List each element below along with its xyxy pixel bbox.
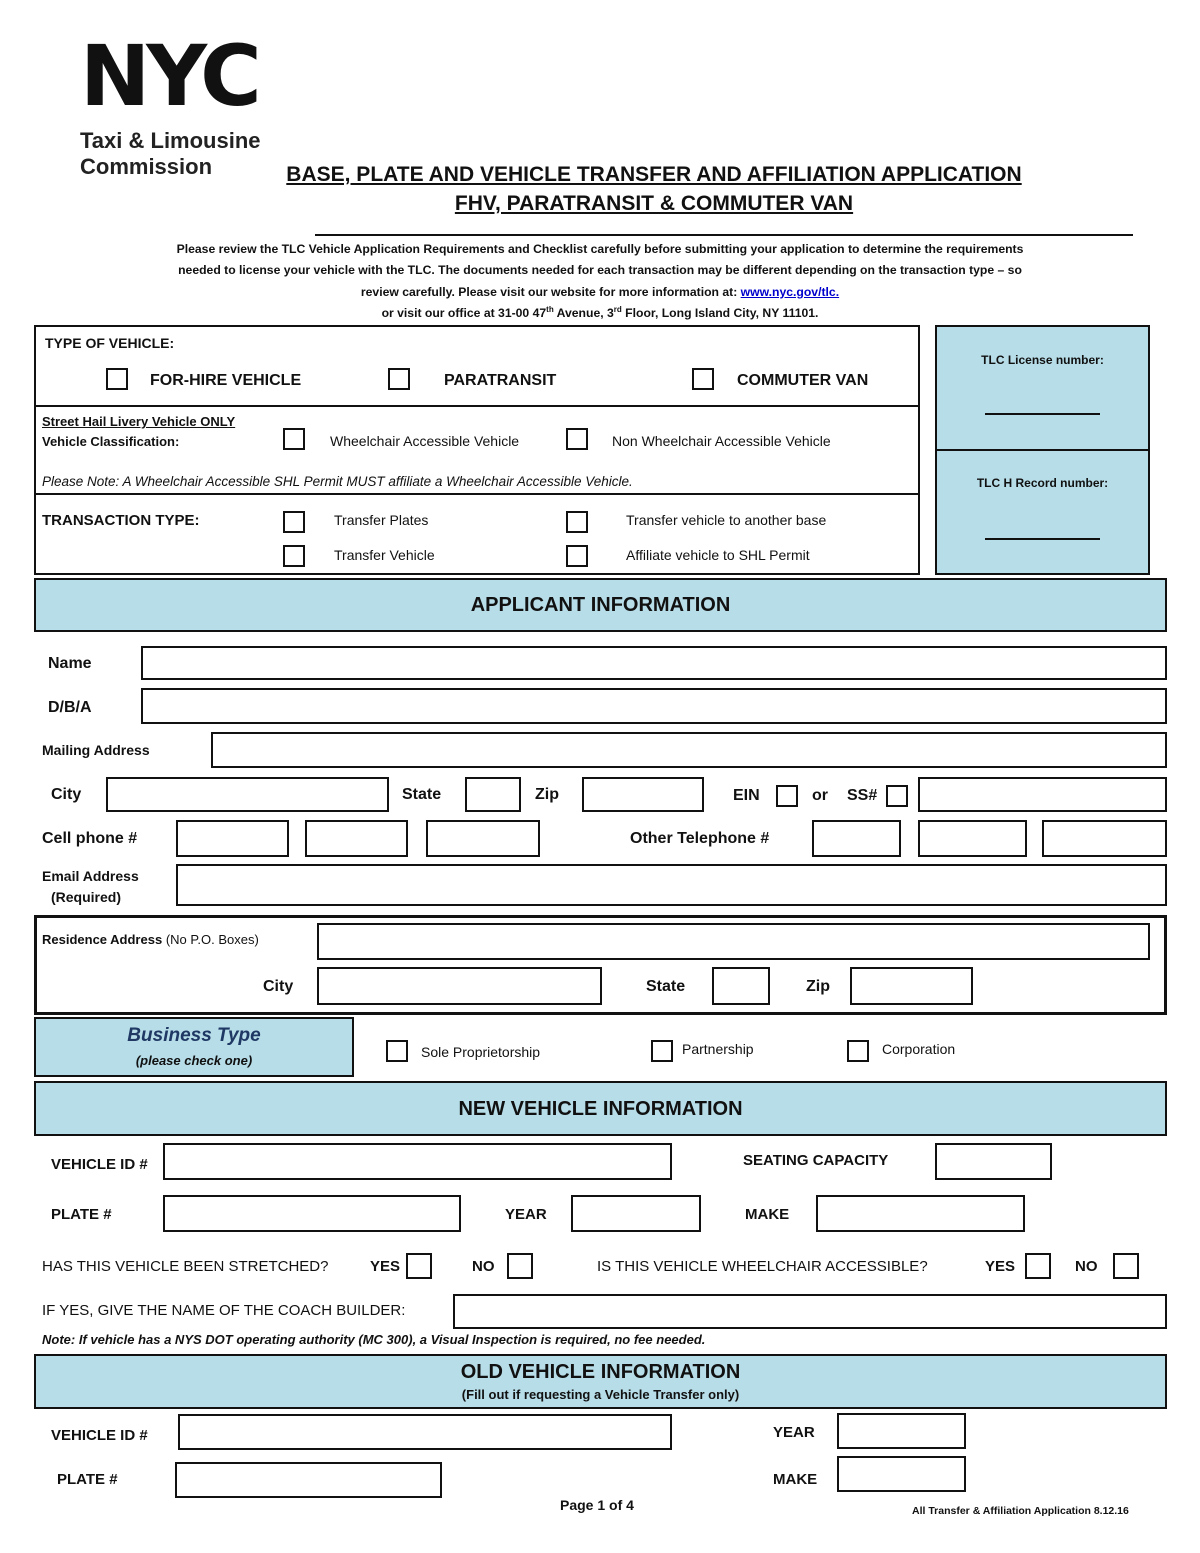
stretched-yes-label: YES xyxy=(370,1258,401,1275)
new-vehicle-info-band xyxy=(34,1081,1167,1136)
old-vehicle-id-label: VEHICLE ID # xyxy=(51,1427,148,1444)
other-phone-line-input[interactable] xyxy=(1042,820,1167,857)
transfer-vehicle-label: Transfer Vehicle xyxy=(334,547,435,563)
residence-address-input[interactable] xyxy=(317,923,1150,960)
intro-line-4-b: Avenue, 3 xyxy=(553,306,614,321)
ein-label: EIN xyxy=(733,787,760,804)
old-make-input[interactable] xyxy=(837,1456,966,1492)
email-required-label: (Required) xyxy=(51,889,121,905)
corporation-label: Corporation xyxy=(882,1041,956,1057)
tlc-hrecord-entry-line[interactable] xyxy=(985,538,1100,540)
commuter-van-checkbox[interactable] xyxy=(692,368,714,390)
document-version: All Transfer & Affiliation Application 8.12.16 xyxy=(912,1505,1129,1517)
seating-capacity-label: SEATING CAPACITY xyxy=(743,1152,889,1169)
shl-classification-label: Vehicle Classification: xyxy=(42,434,180,449)
new-vehicle-id-label: VEHICLE ID # xyxy=(51,1156,148,1173)
business-type-title: Business Type xyxy=(127,1025,261,1046)
name-input[interactable] xyxy=(141,646,1167,680)
zip-input[interactable] xyxy=(582,777,704,812)
other-telephone-label: Other Telephone # xyxy=(630,830,770,847)
wheelchair-no-checkbox[interactable] xyxy=(1113,1253,1139,1279)
residence-state-input[interactable] xyxy=(712,967,770,1005)
new-make-label: MAKE xyxy=(745,1206,790,1223)
tlc-hrecord-label: TLC H Record number: xyxy=(976,476,1109,490)
ss-checkbox[interactable] xyxy=(886,785,908,807)
form-title-line-1: BASE, PLATE AND VEHICLE TRANSFER AND AFFILIATION APPLICATION xyxy=(286,163,1022,186)
sole-proprietorship-label: Sole Proprietorship xyxy=(421,1044,541,1060)
stretched-yes-checkbox[interactable] xyxy=(406,1253,432,1279)
stretched-no-label: NO xyxy=(472,1258,495,1275)
non-wav-label: Non Wheelchair Accessible Vehicle xyxy=(612,433,831,449)
vehicle-type-section xyxy=(34,325,920,575)
transfer-vehicle-base-label: Transfer vehicle to another base xyxy=(626,512,827,528)
form-title-line-2: FHV, PARATRANSIT & COMMUTER VAN xyxy=(454,192,854,215)
cell-phone-label: Cell phone # xyxy=(42,830,138,847)
old-vehicle-info-title: OLD VEHICLE INFORMATION xyxy=(460,1361,741,1383)
business-type-panel xyxy=(34,1017,354,1077)
transfer-vehicle-checkbox[interactable] xyxy=(283,545,305,567)
transfer-plates-label: Transfer Plates xyxy=(334,512,429,528)
intro-sup-1: th xyxy=(546,305,554,314)
residence-city-label: City xyxy=(263,978,294,995)
old-vehicle-info-subtitle: (Fill out if requesting a Vehicle Transfer only) xyxy=(461,1387,740,1402)
old-vehicle-id-input[interactable] xyxy=(178,1414,672,1450)
sole-proprietorship-checkbox[interactable] xyxy=(386,1040,408,1062)
residence-address-label xyxy=(42,932,259,947)
mailing-address-input[interactable] xyxy=(211,732,1167,768)
email-input[interactable] xyxy=(176,864,1167,906)
logo-line-2: Commission xyxy=(80,154,213,179)
intro-line-2: needed to license your vehicle with the TLC. The documents needed for each transaction may be different depending on the transaction type – so xyxy=(178,263,1022,277)
wav-label: Wheelchair Accessible Vehicle xyxy=(330,433,520,449)
intro-line-4-a: or visit our office at 31-00 47 xyxy=(381,306,547,321)
affiliate-shl-checkbox[interactable] xyxy=(566,545,588,567)
cell-phone-line-input[interactable] xyxy=(426,820,540,857)
wheelchair-no-label: NO xyxy=(1075,1258,1098,1275)
email-label: Email Address xyxy=(42,868,139,884)
intro-line-1: Please review the TLC Vehicle Application Requirements and Checklist carefully before submitting your application to determine the requirements xyxy=(176,242,1024,256)
applicant-info-band xyxy=(34,578,1167,632)
tlc-license-label: TLC License number: xyxy=(981,353,1104,367)
dba-label: D/B/A xyxy=(48,699,92,716)
transfer-vehicle-base-checkbox[interactable] xyxy=(566,511,588,533)
corporation-checkbox[interactable] xyxy=(847,1040,869,1062)
new-plate-label: PLATE # xyxy=(51,1206,112,1223)
old-year-label: YEAR xyxy=(773,1424,815,1441)
applicant-info-title: APPLICANT INFORMATION xyxy=(470,594,731,616)
old-plate-input[interactable] xyxy=(175,1462,442,1498)
old-year-input[interactable] xyxy=(837,1413,966,1449)
tlc-website-link[interactable]: www.nyc.gov/tlc. xyxy=(740,285,840,299)
wheelchair-yes-checkbox[interactable] xyxy=(1025,1253,1051,1279)
tlc-license-entry-line[interactable] xyxy=(985,413,1100,415)
dba-input[interactable] xyxy=(141,688,1167,724)
intro-line-4 xyxy=(0,305,1200,320)
coach-builder-input[interactable] xyxy=(453,1294,1167,1329)
divider-2 xyxy=(34,493,920,495)
wheelchair-yes-label: YES xyxy=(985,1258,1016,1275)
city-label: City xyxy=(51,786,82,803)
coach-builder-label: IF YES, GIVE THE NAME OF THE COACH BUILDER: xyxy=(42,1302,406,1319)
intro-line-4-c: Floor, Long Island City, NY 11101. xyxy=(621,306,819,321)
other-phone-area-input[interactable] xyxy=(812,820,901,857)
shl-heading: Street Hail Livery Vehicle ONLY xyxy=(42,414,236,429)
seating-capacity-input[interactable] xyxy=(935,1143,1052,1180)
transfer-plates-checkbox[interactable] xyxy=(283,511,305,533)
dot-authority-note: Note: If vehicle has a NYS DOT operating authority (MC 300), a Visual Inspection is required, no fee needed. xyxy=(42,1332,706,1347)
partnership-checkbox[interactable] xyxy=(651,1040,673,1062)
old-plate-label: PLATE # xyxy=(57,1471,118,1488)
ss-label: SS# xyxy=(847,787,878,804)
residence-zip-label: Zip xyxy=(806,978,830,995)
stretched-question: HAS THIS VEHICLE BEEN STRETCHED? xyxy=(42,1258,329,1275)
residence-address-note: (No P.O. Boxes) xyxy=(165,932,259,947)
affiliate-shl-label: Affiliate vehicle to SHL Permit xyxy=(626,547,810,563)
fhv-checkbox[interactable] xyxy=(106,368,128,390)
mailing-address-label: Mailing Address xyxy=(42,742,150,758)
paratransit-label: PARATRANSIT xyxy=(444,372,557,389)
old-vehicle-info-band xyxy=(34,1354,1167,1409)
business-type-subtitle: (please check one) xyxy=(135,1053,253,1068)
other-phone-prefix-input[interactable] xyxy=(918,820,1027,857)
vehicle-type-heading: TYPE OF VEHICLE: xyxy=(45,335,175,351)
fhv-label: FOR-HIRE VEHICLE xyxy=(150,372,302,389)
residence-city-input[interactable] xyxy=(317,967,602,1005)
partnership-label: Partnership xyxy=(682,1041,754,1057)
state-label: State xyxy=(402,786,442,803)
ein-checkbox[interactable] xyxy=(776,785,798,807)
residence-zip-input[interactable] xyxy=(850,967,973,1005)
intro-sup-2: rd xyxy=(613,305,622,314)
old-make-label: MAKE xyxy=(773,1471,818,1488)
residence-address-label-bold: Residence Address xyxy=(42,932,163,947)
transaction-type-heading: TRANSACTION TYPE: xyxy=(42,512,200,529)
tlc-hrecord-panel xyxy=(935,449,1150,575)
intro-line-3 xyxy=(0,285,1200,299)
new-vehicle-id-input[interactable] xyxy=(163,1143,672,1180)
residence-state-label: State xyxy=(646,978,686,995)
wheelchair-question: IS THIS VEHICLE WHEELCHAIR ACCESSIBLE? xyxy=(597,1258,928,1275)
new-year-input[interactable] xyxy=(571,1195,701,1232)
name-label: Name xyxy=(48,655,92,672)
page-number: Page 1 of 4 xyxy=(560,1497,634,1513)
new-plate-input[interactable] xyxy=(163,1195,461,1232)
paratransit-checkbox[interactable] xyxy=(388,368,410,390)
cell-phone-prefix-input[interactable] xyxy=(305,820,408,857)
commuter-van-label: COMMUTER VAN xyxy=(737,372,869,389)
state-input[interactable] xyxy=(465,777,521,812)
logo-line-1: Taxi & Limousine xyxy=(80,128,261,153)
stretched-no-checkbox[interactable] xyxy=(507,1253,533,1279)
tlc-license-panel xyxy=(935,325,1150,451)
or-label: or xyxy=(812,787,828,804)
wav-checkbox[interactable] xyxy=(283,428,305,450)
new-vehicle-info-title: NEW VEHICLE INFORMATION xyxy=(458,1098,743,1120)
cell-phone-area-input[interactable] xyxy=(176,820,289,857)
ein-ss-input[interactable] xyxy=(918,777,1167,812)
intro-line-3-text: review carefully. Please visit our website for more information at: xyxy=(360,285,738,299)
shl-note: Please Note: A Wheelchair Accessible SHL Permit MUST affiliate a Wheelchair Accessible Vehicle. xyxy=(42,474,633,489)
new-year-label: YEAR xyxy=(505,1206,547,1223)
new-make-input[interactable] xyxy=(816,1195,1025,1232)
city-input[interactable] xyxy=(106,777,389,812)
divider-1 xyxy=(34,405,920,407)
zip-label: Zip xyxy=(535,786,559,803)
non-wav-checkbox[interactable] xyxy=(566,428,588,450)
nyc-logo-mark: NYC xyxy=(80,27,258,125)
title-rule xyxy=(315,234,1133,236)
